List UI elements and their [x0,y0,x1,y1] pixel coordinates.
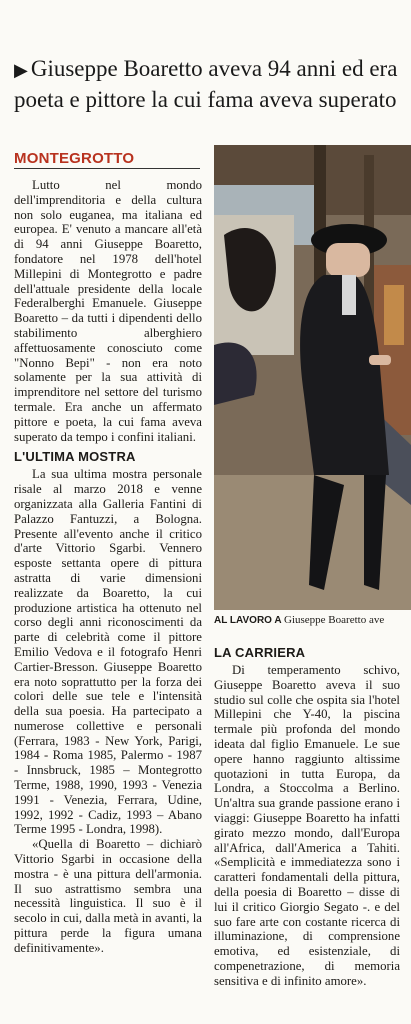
headline-line-2: poeta e pittore la cui fama aveva superato [14,87,397,112]
paragraph-intro: Lutto nel mondo dell'imprenditoria e della cultura non solo euganea, ma italiana ed europea. E' venuto a mancare all'età di 94 anni Giuseppe Boaretto, fondatore nel 1978 dell'hotel Millepini di Montegrotto e padre dell'attuale presidente della locale Federalberghi Emanuele. Giuseppe Boaretto – da tutti i dipendenti dello stabilimento alberghiero affettuosamente conosciuto come "Nonno Bepi" - non era noto solamente per la sua attività di imprenditore nel settore del turismo termale. Era anche un affermato pittore e poeta, la cui fama aveva superato da tempo i confini italiani. [14,178,202,444]
article-column-left [14,178,202,956]
headline-line-1 [14,54,411,85]
subhead-ultima-mostra: L'ULTIMA MOSTRA [14,449,136,465]
caption-name: Giuseppe Boaretto ave [284,614,385,626]
artist-photo-illustration [214,145,411,610]
caption-label: AL LAVORO A [214,615,282,626]
photo-caption [214,614,411,626]
paragraph-ultima-mostra: La sua ultima mostra personale risale al marzo 2018 e venne organizzata alla Galleria Fantini di Palazzo Fantuzzi, a Bologna. Presente all'evento anche il critico d'arte Vittorio Sgarbi. Vennero esposte settanta opere di pittura astratta di varie dimensioni realizzate da Boaretto, la cui produzione artistica ha ottenuto nel corso degli anni riconoscimenti da parte di celebrità come il pittore Emilio Vedova e il fotografo Henri Cartier-Bresson. Giuseppe Boaretto era noto soprattutto per la forza dei colori delle sue tele e l'intensità della sua poesia. Ha partecipato a numerose collettive e personali (Ferrara, 1983 - New York, Parigi, 1984 - Roma 1985, Palermo - 1987 - Innsbruck, 1985 – Montegrotto Terme, 1988, 1990, 1993 - Venezia 1991 - Venezia, Ferrara, Udine, 1992, 1992 - Cadiz, 1993 – Abano Terme 1995 - Londra, 1998). [14,467,202,837]
headline [14,54,411,115]
section-label: MONTEGROTTO [14,150,200,169]
subhead-la-carriera: LA CARRIERA [214,645,306,660]
artist-photo [214,145,411,610]
paragraph-sgarbi-quote: «Quella di Boaretto – dichiarò Vittorio Sgarbi in occasione della mostra - è una pittura dell'armonia. Il suo astrattismo sembra una necessità linguistica. Il suo è il secolo in cui, dalla metà in avanti, la pittura perde la figura umana definitivamente». [14,837,202,955]
article-column-right [214,640,400,989]
paragraph-carriera: Di temperamento schivo, Giuseppe Boaretto aveva il suo studio sul colle che ospita sia l'hotel Millepini che Y-40, la piscina termale più profonda del mondo ideata dal figlio Emanuele. Le sue opere hanno raggiunto altissime quotazioni in tutta Europa, da Londra, a Stoccolma a Berlino. Un'altra sua grande passione erano i viaggi: Giuseppe Boaretto ha infatti girato mezzo mondo, dall'Europa all'Africa, dall'America a Tahiti. «Semplicità e immediatezza sono i caratteri fondamentali della pittura, della poesia di Boaretto – disse di lui il critico Giorgio Segato -. e del suo fare arte con costante ricerca di illuminazione, di comprensione emotiva, ed esistenziale, di compenetrazione, di memoria sensitiva e di infinito amore». [214,663,400,988]
triangle-bullet-icon: ▶ [14,60,28,80]
headline-line-1-text: Giuseppe Boaretto aveva 94 anni ed era [30,56,398,81]
